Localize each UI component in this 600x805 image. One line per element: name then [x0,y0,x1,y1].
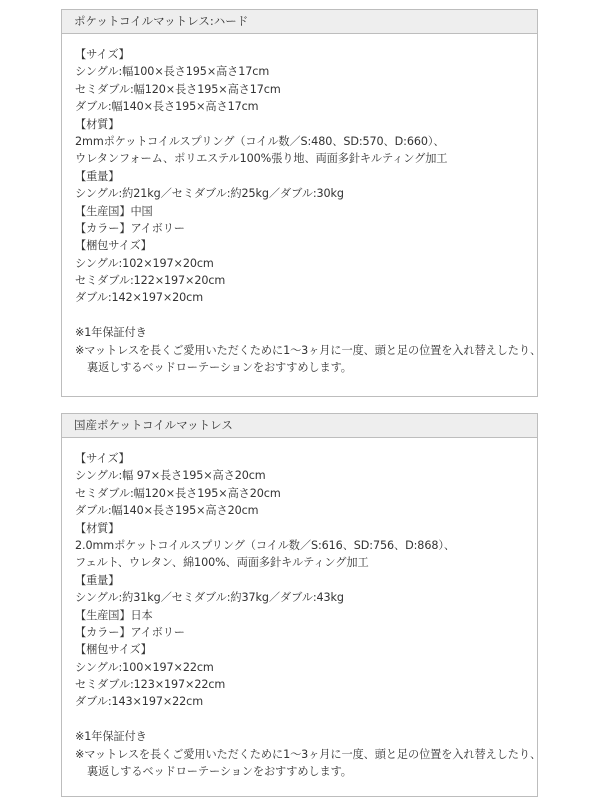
spec-line: シングル:約31kg／セミダブル:約37kg／ダブル:43kg [75,591,344,605]
spec-line: ダブル:幅140×長さ195×高さ20cm [75,504,259,518]
spec-line: 【重量】 [75,169,120,183]
rotation-note-continued: 裏返しするベッドローテーションをおすすめします。 [87,765,352,779]
rotation-note-continued: 裏返しするベッドローテーションをおすすめします。 [87,361,352,375]
spec-line: 【生産国】中国 [75,204,153,218]
spec-line: シングル:約21kg／セミダブル:約25kg／ダブル:30kg [75,187,344,201]
spec-box-hard-mattress [61,9,542,397]
spec-line: セミダブル:123×197×22cm [75,678,226,692]
spec-line: セミダブル:幅120×長さ195×高さ17cm [75,82,281,96]
spec-line: 2.0mmポケットコイルスプリング（コイル数／S:616、SD:756、D:868）、 [75,538,455,552]
spacer [75,711,537,728]
spec-line: 【重量】 [75,573,120,587]
spec-line: フェルト、ウレタン、綿100%、両面多針キルティング加工 [75,556,369,570]
spec-line: 【カラー】アイボリー [75,625,185,639]
rotation-note: ※マットレスを長くご愛用いただくために1～3ヶ月に一度、頭と足の位置を入れ替えしたり、 [75,343,542,357]
spec-line: ウレタンフォーム、ポリエステル100%張り地、両面多針キルティング加工 [75,152,448,166]
spec-line: 【サイズ】 [75,452,130,465]
spec-line: 2mmポケットコイルスプリング（コイル数／S:480、SD:570、D:660）、 [75,134,445,148]
spec-line: 【材質】 [75,117,120,131]
spec-line: 【生産国】日本 [75,608,153,622]
spec-list [62,34,542,376]
rotation-note: ※マットレスを長くご愛用いただくために1～3ヶ月に一度、頭と足の位置を入れ替えしたり、 [75,747,542,761]
spec-line: ダブル:143×197×22cm [75,695,204,709]
warranty-note: ※1年保証付き [75,730,147,744]
spec-line: 【梱包サイズ】 [75,239,152,253]
spec-line: セミダブル:幅120×長さ195×高さ20cm [75,486,281,500]
spec-line: 【カラー】アイボリー [75,221,185,235]
spec-line: 【材質】 [75,521,120,535]
spec-box-title: 国産ポケットコイルマットレス [62,414,537,438]
spec-line: シングル:幅 97×長さ195×高さ20cm [75,469,266,483]
spec-line: 【サイズ】 [75,48,130,61]
spec-line: シングル:幅100×長さ195×高さ17cm [75,65,270,79]
spec-line: 【梱包サイズ】 [75,643,152,657]
spacer [75,307,537,324]
spec-line: シングル:102×197×20cm [75,256,214,270]
spec-line: セミダブル:122×197×20cm [75,274,226,288]
spec-box-title: ポケットコイルマットレス:ハード [62,10,537,34]
spec-line: シングル:100×197×22cm [75,660,214,674]
spec-line: ダブル:幅140×長さ195×高さ17cm [75,100,259,114]
spec-box-domestic-mattress [61,413,542,797]
warranty-note: ※1年保証付き [75,326,147,340]
spec-list [62,438,542,780]
spec-line: ダブル:142×197×20cm [75,291,204,305]
